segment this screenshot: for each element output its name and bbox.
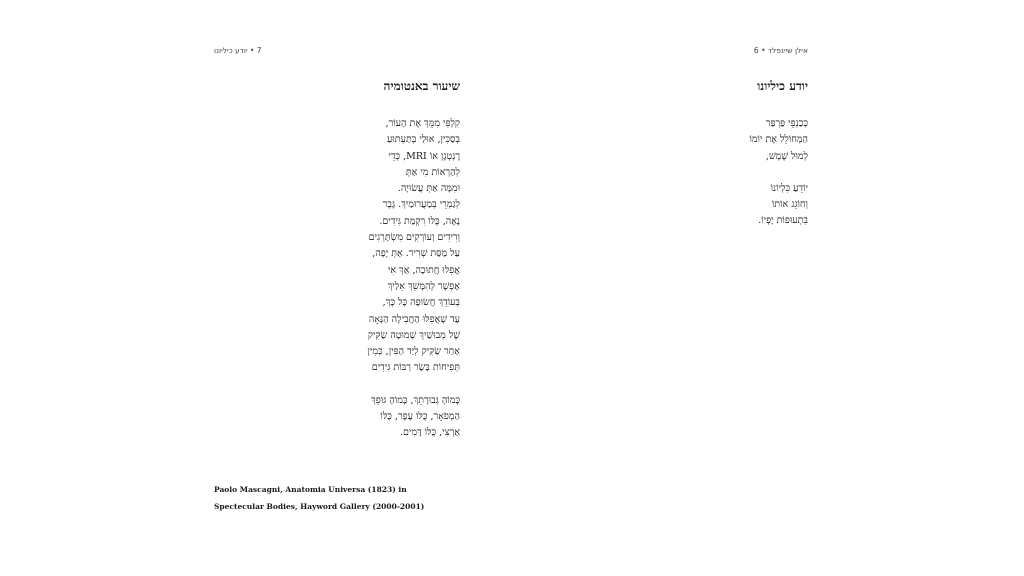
poem-line: שֶׁל מְבוּשַׁיִךְ שְׁמוּטָה שַׂקִּיק: [367, 329, 460, 341]
poem-line: לְמוּל שֶׁמֶשׁ,: [765, 150, 808, 162]
poem-line: בְּעוֹדֵךְ חֲשׂוּפָה כָּל כָּךְ,: [382, 297, 460, 309]
poem-line: וּמִמָּה אַתְּ עֲשׂוּיָה.: [397, 183, 460, 195]
poem-line: אֲפִלּוּ חֲתוּכָה, אַךְ אִי: [387, 264, 460, 276]
poem-title-anatomy-lesson: שיעור באנטומיה: [383, 79, 460, 93]
right-page: [700, 0, 820, 576]
poem-line: וְחוֹגֵג אוֹתוֹ: [771, 199, 808, 211]
poem-line: עַד שֶׁאֲפִלּוּ הַחֲבִילָה הַנָּאָה: [368, 313, 460, 325]
poem-line: לְהַרְאוֹת מִי אַתְּ: [405, 166, 460, 178]
stanza: [260, 116, 460, 377]
caption-line: Paolo Mascagni, Anatomia Universa (1823) in: [214, 485, 407, 494]
image-caption: [214, 481, 424, 515]
poem-line: הַמְחוֹלֵל אֶת יוֹמוֹ: [749, 134, 808, 146]
poem-line: אַרְצִי, כֻּלּוֹ דָּמִים.: [399, 427, 460, 439]
poem-line: לְגַמְרֵי בְּמַעֲרוּמַיִךְ. גֶּבֶר: [382, 199, 460, 211]
running-head-right: אילן שיינפלד • 6: [753, 46, 808, 55]
poem-line: יוֹדֵעַ כִּלְיוֹנוֹ: [770, 182, 808, 194]
stanza: [260, 393, 460, 442]
poem-line: אַחַר שַׂקִּיק לְיַד הַפִּין, כְּמִין: [367, 346, 460, 358]
poem-line: רֶנְטְגֶן אוֹ MRI, כְּדֵי: [388, 150, 460, 162]
poem-body-right: [698, 116, 808, 230]
poem-line: וְרִידִים וְעוֹרְקִים מִשְׂתָּרְגִים: [368, 232, 460, 244]
poem-line: הַמְפֹאָר, כֻּלּוֹ עָפָר, כֻּלּוֹ: [380, 411, 460, 423]
stanza: [698, 116, 808, 165]
poem-line: בְּסַכִּין, אוּלַי בְּתַעְתּוּעַ: [386, 134, 460, 146]
poem-line: כָּמוֹהָ גְּבוּרָתֵךְ, כָּמוֹהָ גּוּפֵךְ: [371, 394, 460, 406]
poem-line: קִלְפִּי מִמֵּךְ אֶת הָעוֹר,: [385, 118, 460, 129]
poem-line: עַל מַסַּת שְׁרִיר. אַתְּ יָפָה,: [372, 248, 460, 260]
poem-line: תְּפִיחוֹת בָּשָׂר רַבּוֹת גִּידִים: [371, 362, 460, 374]
poem-line: אֶפְשָׁר לְהִמָּשֵׁךְ אֵלַיִךְ: [387, 280, 460, 292]
caption-line: Spectecular Bodies, Hayword Gallery (2000-2001): [214, 502, 425, 511]
poem-line: כְּכַנְפֵי פַּרְפַּר: [765, 118, 808, 129]
poem-line: נָאֶה, כֻּלּוֹ רִקְמַת גִּידִים.: [379, 215, 460, 227]
stanza: [698, 181, 808, 230]
poem-line: בִּתְעוּפוֹת יָפְיוֹ.: [758, 215, 808, 227]
poem-title-knows-his-demise: יודע כיליונו: [757, 79, 808, 93]
running-head-left: 7 • יודע כיליונו: [214, 46, 262, 55]
left-page: [180, 0, 480, 576]
poem-body-left: [260, 116, 460, 442]
